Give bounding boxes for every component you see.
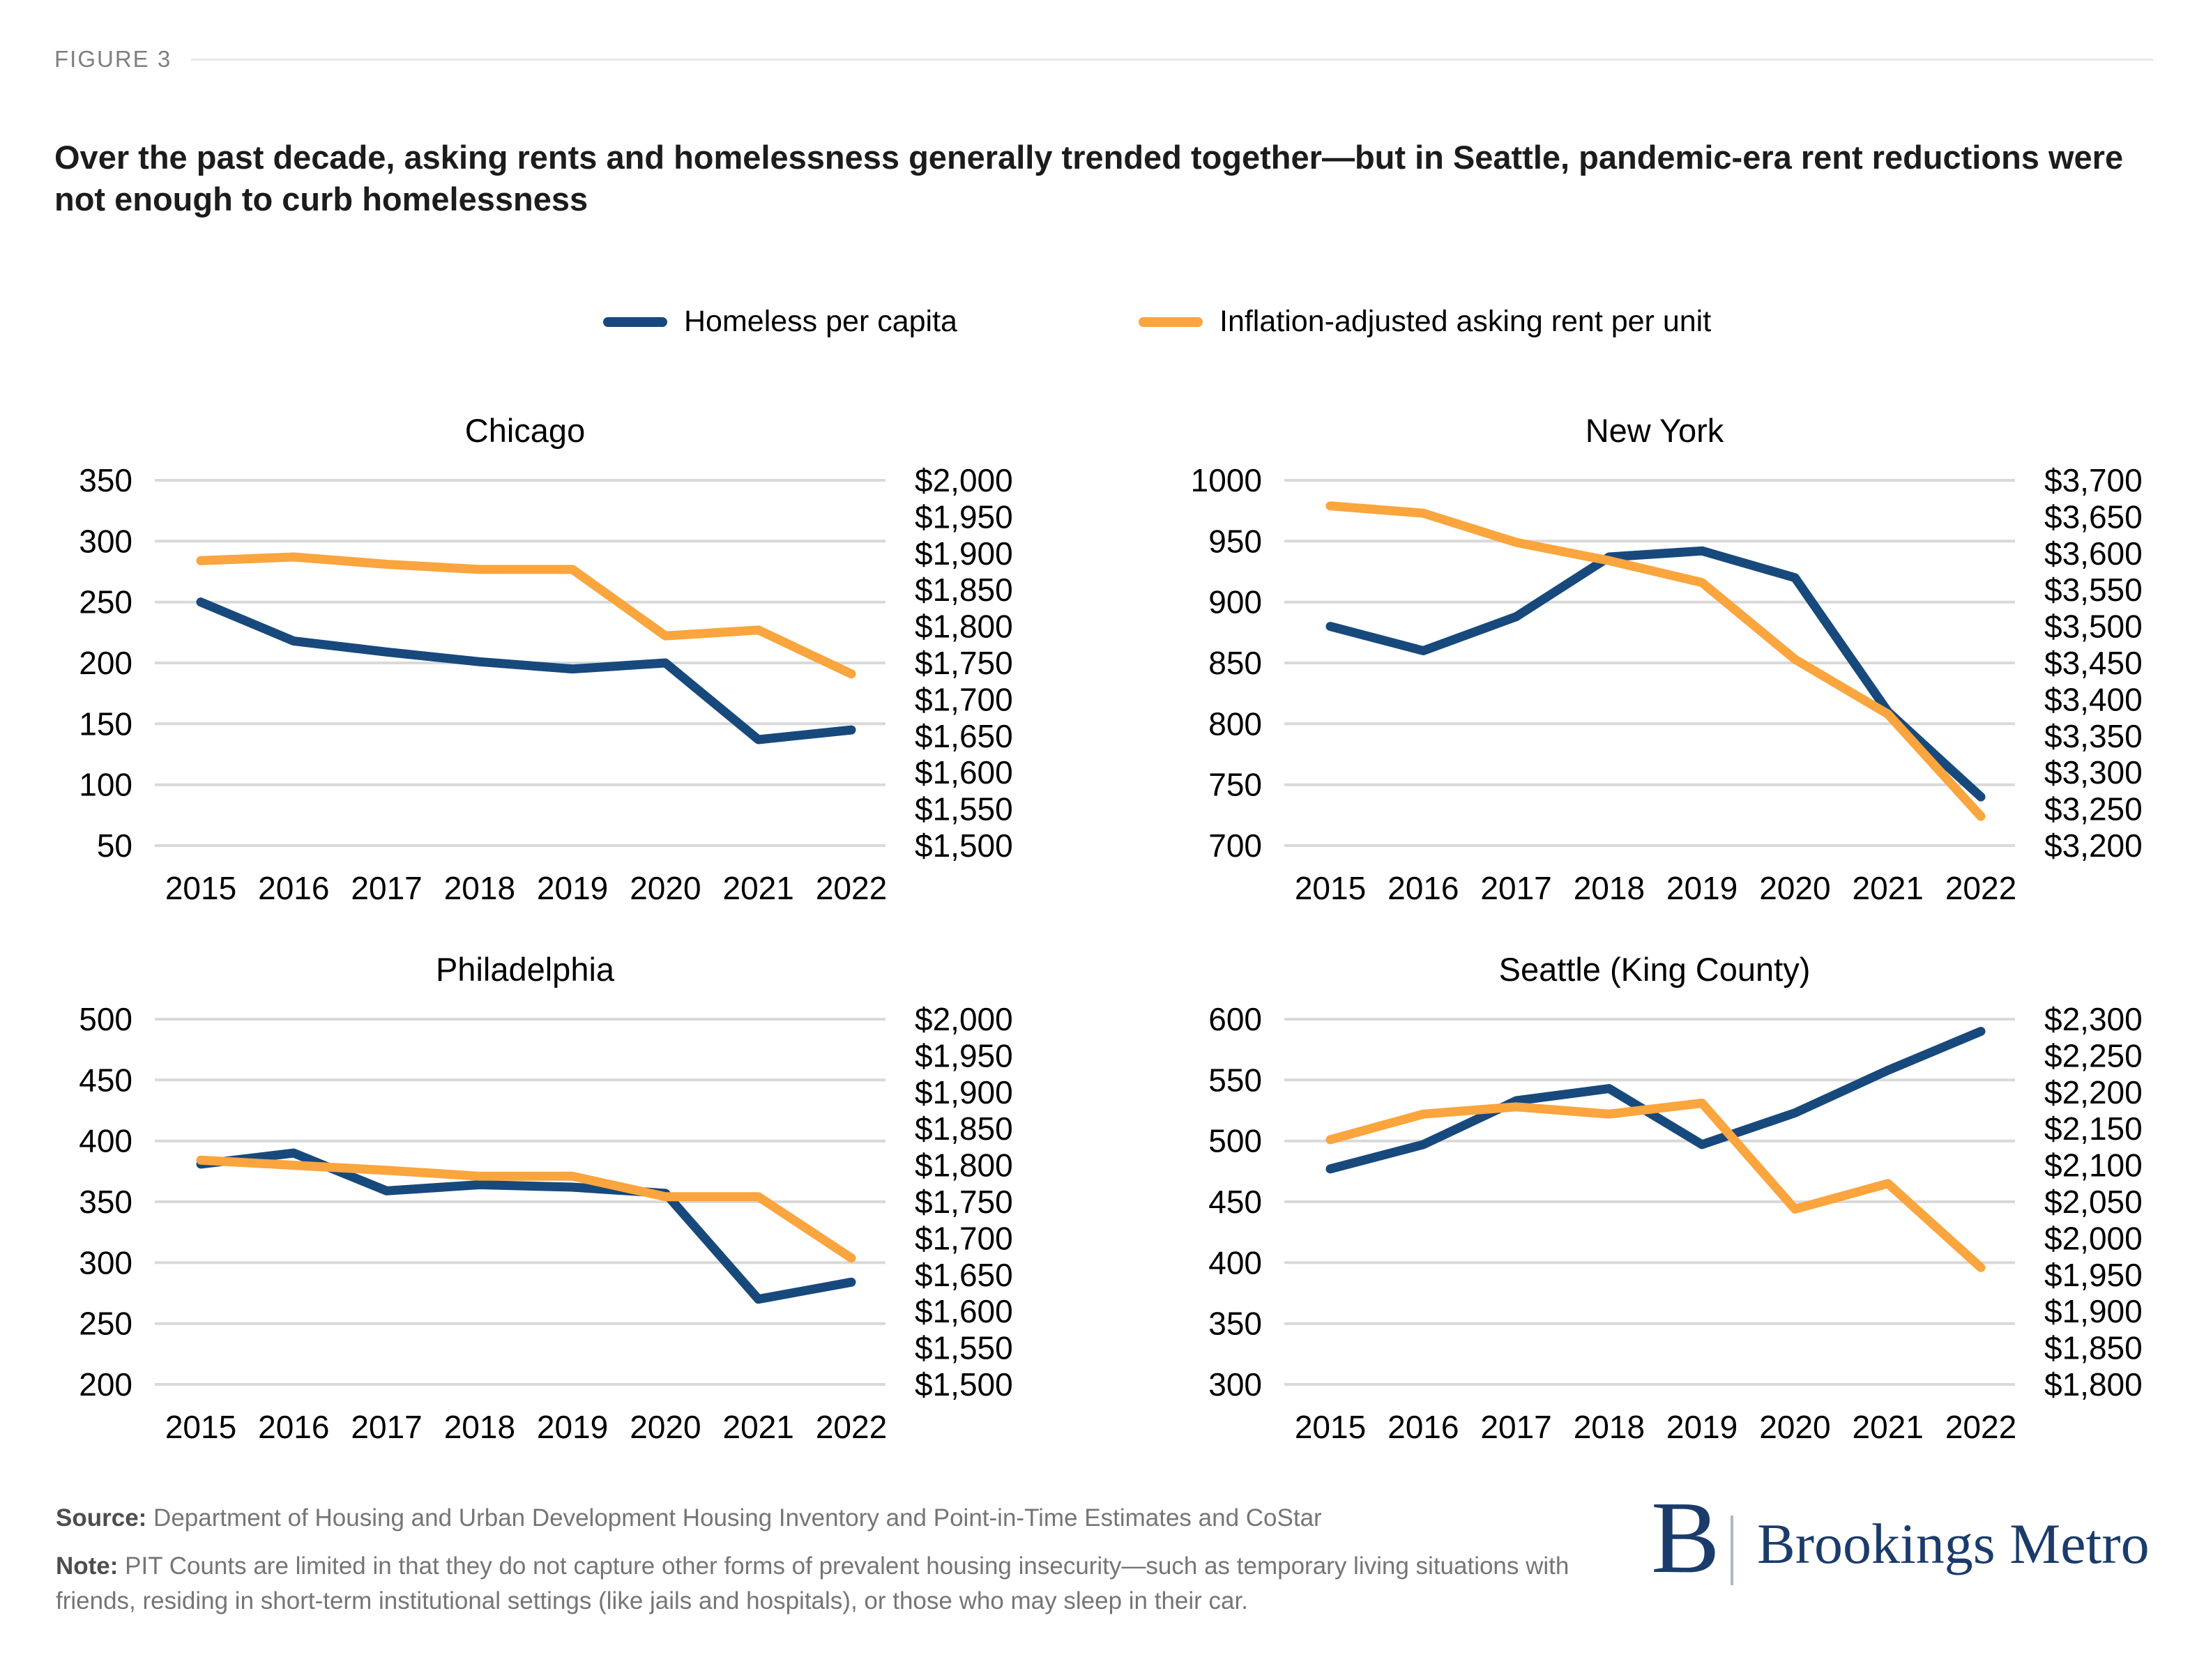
svg-text:2019: 2019 bbox=[536, 1409, 609, 1445]
svg-text:2016: 2016 bbox=[1388, 870, 1459, 906]
chart-title-philadelphia: Philadelphia bbox=[435, 951, 615, 988]
svg-text:$1,600: $1,600 bbox=[915, 754, 1013, 791]
svg-text:300: 300 bbox=[1208, 1366, 1262, 1403]
svg-text:850: 850 bbox=[1208, 645, 1262, 681]
svg-text:$1,850: $1,850 bbox=[915, 572, 1013, 609]
svg-text:2021: 2021 bbox=[1852, 1409, 1924, 1445]
svg-text:200: 200 bbox=[79, 1366, 132, 1403]
svg-text:450: 450 bbox=[79, 1062, 132, 1099]
svg-text:$2,000: $2,000 bbox=[915, 1001, 1013, 1037]
legend-label-rent: Inflation-adjusted asking rent per unit bbox=[1219, 305, 1712, 338]
svg-text:2022: 2022 bbox=[815, 870, 888, 906]
svg-text:2015: 2015 bbox=[165, 870, 237, 906]
svg-text:2016: 2016 bbox=[258, 1409, 330, 1445]
svg-text:$3,350: $3,350 bbox=[2044, 717, 2143, 754]
header-rule bbox=[191, 59, 2153, 61]
svg-text:750: 750 bbox=[1208, 766, 1262, 803]
svg-text:$1,800: $1,800 bbox=[915, 608, 1013, 645]
svg-text:$1,700: $1,700 bbox=[915, 681, 1013, 718]
svg-text:$3,650: $3,650 bbox=[2044, 498, 2143, 535]
svg-text:2020: 2020 bbox=[630, 870, 701, 906]
figure-label: FIGURE 3 bbox=[54, 46, 172, 72]
note-text: PIT Counts are limited in that they do not capture other forms of prevalent housing insecurity—such as temporary living situations with friends, residing in short-term institutional settings (like jails and hospitals), or those who may sleep in their car. bbox=[56, 1552, 1569, 1615]
svg-text:$3,200: $3,200 bbox=[2044, 827, 2143, 864]
svg-text:150: 150 bbox=[79, 705, 132, 742]
chart-new-york bbox=[1171, 410, 2182, 943]
svg-text:700: 700 bbox=[1208, 827, 1262, 864]
chart-philadelphia-plot bbox=[42, 949, 1053, 1482]
svg-text:$1,950: $1,950 bbox=[915, 1037, 1013, 1074]
svg-text:$3,400: $3,400 bbox=[2044, 681, 2143, 718]
svg-text:$3,500: $3,500 bbox=[2044, 608, 2143, 645]
svg-text:$3,700: $3,700 bbox=[2044, 462, 2143, 498]
svg-text:350: 350 bbox=[79, 462, 132, 498]
svg-text:2019: 2019 bbox=[1666, 1409, 1738, 1445]
figure-header bbox=[54, 46, 2153, 72]
chart-chicago bbox=[42, 410, 1053, 943]
svg-text:$1,800: $1,800 bbox=[2044, 1366, 2143, 1403]
figure-title: Over the past decade, asking rents and homelessness generally trended together—but in Seattle, pandemic-era rent reductions were not enough to curb homelessness bbox=[54, 139, 2124, 217]
svg-text:1000: 1000 bbox=[1190, 462, 1262, 498]
chart-seattle-plot bbox=[1171, 949, 2182, 1482]
svg-text:$1,950: $1,950 bbox=[915, 498, 1013, 535]
svg-text:$1,850: $1,850 bbox=[2044, 1329, 2143, 1366]
svg-text:2019: 2019 bbox=[1666, 870, 1738, 906]
svg-text:800: 800 bbox=[1208, 705, 1262, 742]
svg-text:$1,600: $1,600 bbox=[915, 1293, 1013, 1330]
svg-text:$2,250: $2,250 bbox=[2044, 1037, 2143, 1074]
svg-text:2017: 2017 bbox=[1480, 1409, 1552, 1445]
svg-text:$1,800: $1,800 bbox=[915, 1147, 1013, 1184]
chart-new-york-plot bbox=[1171, 410, 2182, 943]
svg-text:2022: 2022 bbox=[1945, 1409, 2017, 1445]
svg-text:2020: 2020 bbox=[630, 1409, 701, 1445]
svg-text:2019: 2019 bbox=[536, 870, 609, 906]
svg-text:$1,750: $1,750 bbox=[915, 645, 1013, 681]
rent-line-swatch bbox=[1139, 317, 1203, 327]
svg-text:2018: 2018 bbox=[443, 870, 516, 906]
svg-text:2017: 2017 bbox=[1480, 870, 1552, 906]
svg-text:$1,900: $1,900 bbox=[2044, 1293, 2143, 1330]
svg-text:$1,500: $1,500 bbox=[915, 1366, 1013, 1403]
svg-text:950: 950 bbox=[1208, 523, 1262, 560]
svg-text:$1,650: $1,650 bbox=[915, 1256, 1013, 1293]
svg-text:$2,200: $2,200 bbox=[2044, 1074, 2143, 1110]
svg-text:$2,150: $2,150 bbox=[2044, 1110, 2143, 1147]
logo-divider bbox=[1731, 1515, 1733, 1585]
chart-title-new-york: New York bbox=[1585, 412, 1724, 449]
svg-text:$1,700: $1,700 bbox=[915, 1220, 1013, 1257]
note-label: Note: bbox=[56, 1552, 119, 1580]
legend-item-homeless bbox=[603, 305, 957, 339]
svg-text:$1,900: $1,900 bbox=[915, 1074, 1013, 1110]
svg-text:250: 250 bbox=[79, 1305, 132, 1342]
svg-text:400: 400 bbox=[79, 1122, 132, 1159]
svg-text:550: 550 bbox=[1208, 1062, 1262, 1099]
svg-text:450: 450 bbox=[1208, 1184, 1262, 1220]
svg-text:600: 600 bbox=[1208, 1001, 1262, 1037]
svg-text:$1,500: $1,500 bbox=[915, 827, 1013, 864]
svg-text:2016: 2016 bbox=[1388, 1409, 1459, 1445]
svg-text:$3,250: $3,250 bbox=[2044, 791, 2143, 827]
svg-text:2016: 2016 bbox=[258, 870, 330, 906]
svg-text:400: 400 bbox=[1208, 1244, 1262, 1281]
svg-text:900: 900 bbox=[1208, 583, 1262, 620]
chart-seattle bbox=[1171, 949, 2182, 1482]
svg-text:2018: 2018 bbox=[1573, 1409, 1645, 1445]
svg-text:500: 500 bbox=[1208, 1122, 1262, 1159]
svg-text:2022: 2022 bbox=[815, 1409, 888, 1445]
svg-text:250: 250 bbox=[79, 583, 132, 620]
svg-text:$3,550: $3,550 bbox=[2044, 572, 2143, 609]
chart-chicago-plot bbox=[42, 410, 1053, 943]
svg-text:500: 500 bbox=[79, 1001, 132, 1037]
svg-text:2018: 2018 bbox=[1573, 870, 1645, 906]
svg-text:350: 350 bbox=[79, 1184, 132, 1220]
svg-text:2015: 2015 bbox=[1294, 870, 1367, 906]
note-line bbox=[56, 1549, 1625, 1619]
chart-philadelphia bbox=[42, 949, 1053, 1482]
svg-text:2021: 2021 bbox=[1852, 870, 1924, 906]
svg-text:2017: 2017 bbox=[351, 870, 423, 906]
svg-text:$3,450: $3,450 bbox=[2044, 645, 2143, 681]
svg-text:2021: 2021 bbox=[722, 870, 794, 906]
svg-text:$3,600: $3,600 bbox=[2044, 535, 2143, 572]
brookings-logo bbox=[1651, 1481, 2167, 1595]
svg-text:$2,100: $2,100 bbox=[2044, 1147, 2143, 1184]
source-label: Source: bbox=[56, 1504, 147, 1532]
svg-text:$2,000: $2,000 bbox=[915, 462, 1013, 498]
svg-text:$1,650: $1,650 bbox=[915, 717, 1013, 754]
chart-title-chicago: Chicago bbox=[464, 412, 586, 449]
legend-item-rent bbox=[1139, 305, 1711, 339]
svg-text:$1,750: $1,750 bbox=[915, 1184, 1013, 1220]
legend-label-homeless: Homeless per capita bbox=[684, 305, 957, 338]
svg-text:300: 300 bbox=[79, 1244, 132, 1281]
svg-text:$2,050: $2,050 bbox=[2044, 1184, 2143, 1220]
svg-text:200: 200 bbox=[79, 645, 132, 681]
svg-text:2020: 2020 bbox=[1759, 1409, 1831, 1445]
brookings-b-mark: B bbox=[1651, 1481, 1720, 1595]
source-line bbox=[56, 1504, 1322, 1532]
svg-text:$1,850: $1,850 bbox=[915, 1110, 1013, 1147]
brookings-wordmark: Brookings Metro bbox=[1757, 1512, 2150, 1575]
svg-text:2017: 2017 bbox=[351, 1409, 423, 1445]
svg-text:2015: 2015 bbox=[1294, 1409, 1367, 1445]
homeless-line-swatch bbox=[603, 317, 667, 327]
chart-title-seattle: Seattle (King County) bbox=[1498, 951, 1811, 988]
svg-text:100: 100 bbox=[79, 766, 132, 803]
svg-text:2020: 2020 bbox=[1759, 870, 1831, 906]
svg-text:$2,300: $2,300 bbox=[2044, 1001, 2143, 1037]
svg-text:$2,000: $2,000 bbox=[2044, 1220, 2143, 1257]
svg-text:2018: 2018 bbox=[443, 1409, 516, 1445]
svg-text:2021: 2021 bbox=[722, 1409, 794, 1445]
svg-text:$1,900: $1,900 bbox=[915, 535, 1013, 572]
svg-text:$1,550: $1,550 bbox=[915, 791, 1013, 827]
svg-text:2015: 2015 bbox=[165, 1409, 237, 1445]
svg-text:2022: 2022 bbox=[1945, 870, 2017, 906]
svg-text:300: 300 bbox=[79, 523, 132, 560]
source-text: Department of Housing and Urban Development Housing Inventory and Point-in-Time Estimates and CoStar bbox=[146, 1504, 1322, 1532]
svg-text:350: 350 bbox=[1208, 1305, 1262, 1342]
svg-text:50: 50 bbox=[96, 827, 132, 864]
svg-text:$1,550: $1,550 bbox=[915, 1329, 1013, 1366]
svg-text:$1,950: $1,950 bbox=[2044, 1256, 2143, 1293]
svg-text:$3,300: $3,300 bbox=[2044, 754, 2143, 791]
